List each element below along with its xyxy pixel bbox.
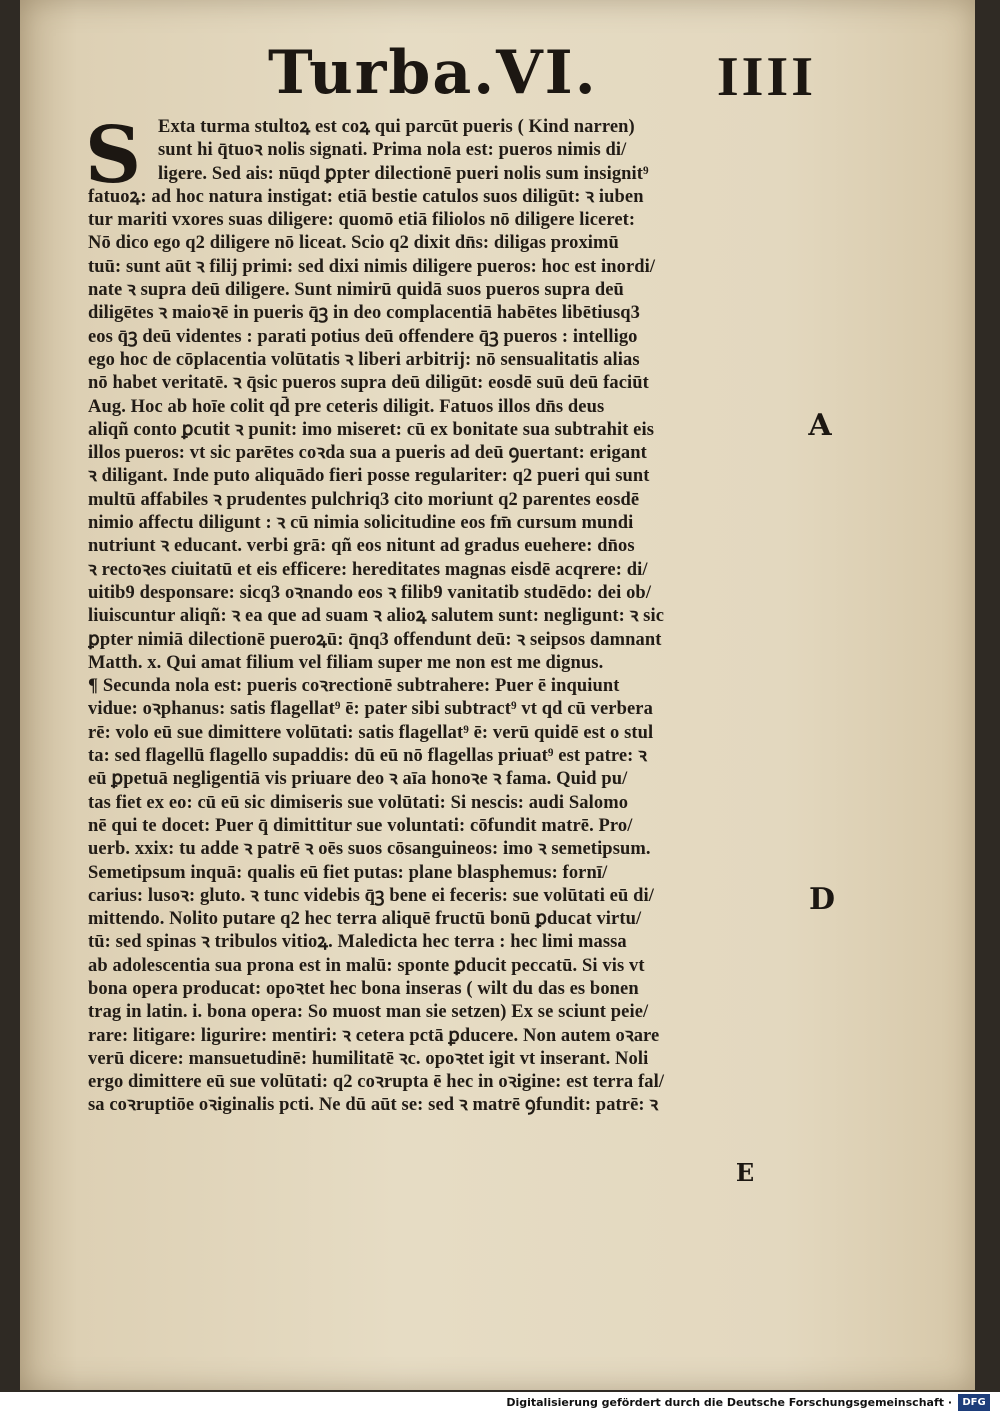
text-line: nō habet veritatē. ꝛ q̄sic pueros supra deū diligūt: eosdē suū deū faciūt — [88, 373, 649, 394]
text-line: trag in latin. i. bona opera: So muost man sie setzen) Ex se sciunt peie/ — [88, 1002, 649, 1023]
body-text — [88, 116, 802, 1166]
footer-bar — [0, 1392, 1000, 1413]
text-line: sa coꝛruptiōe oꝛiginalis pcti. Ne dū aūt se: sed ꝛ matrē ꝯfundit: patrē: ꝛ — [88, 1095, 659, 1116]
margin-note: D — [808, 882, 835, 917]
text-line: nimio affectu diligunt : ꝛ cū nimia solicitudine eos fm̄ cursum mundi — [88, 513, 634, 534]
text-line: ¶ Secunda nola est: pueris coꝛrectionē subtrahere: Puer ē inquiunt — [88, 676, 620, 697]
text-line: Matth. x. Qui amat filium vel filiam super me non est me dignus. — [88, 652, 604, 673]
text-line: carius: lusoꝛ: gluto. ꝛ tunc videbis q̄ꝫ bene ei feceris: sue volūtati eū di/ — [88, 885, 654, 906]
text-line: liuiscuntur aliqñ: ꝛ ea que ad suam ꝛ alioꝝ salutem sunt: negligunt: ꝛ sic — [88, 606, 665, 627]
text-line: ergo dimittere eū sue volūtati: q2 coꝛrupta ē hec in oꝛigine: est terra fal/ — [88, 1072, 665, 1093]
text-line: vidue: oꝛphanus: satis flagellat⁹ ē: pater sibi subtract⁹ vt qd cū verbera — [88, 699, 653, 720]
text-line: ꝑpter nimiā dilectionē pueroꝝū: q̄nq3 offendunt deū: ꝛ seipsos damnant — [88, 629, 662, 650]
text-line: eos q̄ꝫ deū videntes : parati potius deū offendere q̄ꝫ pueros : intelligo — [88, 326, 638, 347]
text-line: ab adolescentia sua prona est in malū: sponte ꝑducit peccatū. Si vis vt — [88, 955, 645, 976]
text-line: Exta turma stultoꝝ est coꝝ qui parcūt pueris ( Kind narren) — [158, 117, 635, 137]
text-line: mittendo. Nolito putare q2 hec terra aliquē fructū bonū ꝑducat virtu/ — [88, 909, 642, 930]
text-line: Nō dico ego q2 diligere nō liceat. Scio q2 dixit dn̄s: diligas proximū — [88, 233, 619, 254]
text-line: nē qui te docet: Puer q̄ dimittitur sue voluntati: cōfundit matrē. Pro/ — [88, 815, 633, 836]
text-line: Semetipsum inquā: qualis eū fiet putas: plane blasphemus: fornī/ — [88, 862, 608, 883]
text-line: diligētes ꝛ maioꝛē in pueris q̄ꝫ in deo complacentiā habētes libētiusq3 — [88, 303, 641, 324]
text-line: ego hoc de cōplacentia volūtatis ꝛ liberi arbitrij: nō sensualitatis alias — [88, 349, 640, 370]
text-line: ꝛ rectoꝛes ciuitatū et eis efficere: hereditates magnas eisdē acqrere: di/ — [88, 559, 648, 580]
text-line: tas fiet ex eo: cū eū sic dimiseris sue volūtati: Si nescis: audi Salomo — [88, 792, 629, 813]
text-line: multū affabiles ꝛ prudentes pulchriq3 cito moriunt q2 parentes eosdē — [88, 489, 640, 510]
text-line: illos pueros: vt sic parētes coꝛda sua a pueris ad deū ꝯuertant: erigant — [88, 443, 647, 464]
dfg-logo: DFG — [958, 1394, 990, 1411]
text-line: tū: sed spinas ꝛ tribulos vitioꝝ. Maledicta hec terra : hec limi massa — [88, 932, 627, 953]
text-line: bona opera producat: opoꝛtet hec bona inseras ( wilt du das es bonen — [88, 978, 639, 999]
text-line: tuū: sunt aūt ꝛ filij primi: sed dixi nimis diligere pueros: hoc est inordi/ — [88, 256, 656, 277]
text-line: uerb. xxix: tu adde ꝛ patrē ꝛ oēs suos cōsanguineos: imo ꝛ semetipsum. — [88, 839, 651, 860]
text-line: rē: volo eū sue dimittere volūtati: satis flagellat⁹ ē: verū quidē est o stul — [88, 722, 654, 743]
text-line: aliqñ conto ꝑcutit ꝛ punit: imo miseret: cū ex bonitate sua subtrahit eis — [88, 419, 655, 440]
footer-credit: Digitalisierung gefördert durch die Deutsche Forschungsgemeinschaft · — [506, 1396, 952, 1409]
margin-note: A — [808, 408, 832, 443]
text-line: uitib9 desponsare: sicq3 oꝛnando eos ꝛ filib9 vanitatib studēdo: dei ob/ — [88, 582, 652, 603]
text-line: eū ꝑpetuā negligentiā vis priuare deo ꝛ aīa honoꝛe ꝛ fama. Quid pu/ — [88, 769, 628, 790]
signature-mark: E — [735, 1158, 755, 1187]
text-line: fatuoꝝ: ad hoc natura instigat: etiā bestie catulos suos diligūt: ꝛ iuben — [88, 186, 644, 207]
text-line: verū dicere: mansuetudinē: humilitatē ꝛc. opoꝛtet igit vt inserant. Noli — [88, 1048, 649, 1069]
page-title: Turba.VI. — [268, 38, 598, 108]
text-line: sunt hi q̄tuoꝛ nolis signati. Prima nola est: pueros nimis di/ — [158, 140, 627, 161]
page-number: IIII — [716, 46, 816, 108]
text-line: ꝛ diligant. Inde puto aliquādo fieri posse regulariter: q2 pueri qui sunt — [88, 466, 650, 487]
text-line: nate ꝛ supra deū diligere. Sunt nimirū quidā suos pueros supra deū — [88, 280, 624, 301]
text-line: tur mariti vxores suas diligere: quomō etiā filiolos nō diligere liceret: — [88, 210, 636, 231]
text-line: nutriunt ꝛ educant. verbi grā: qñ eos nitunt ad gradus euehere: dn̄os — [88, 536, 635, 557]
decorated-initial: S — [84, 110, 142, 201]
text-line: Aug. Hoc ab hoīe colit qd̄ pre ceteris diligit. Fatuos illos dn̄s deus — [88, 396, 605, 417]
text-line: ta: sed flagellū flagello supaddis: dū eū nō flagellas priuat⁹ est patre: ꝛ — [88, 746, 648, 767]
text-line: rare: litigare: ligurire: mentiri: ꝛ cetera pctā ꝑducere. Non autem oꝛare — [88, 1025, 660, 1046]
text-line: ligere. Sed ais: nūqd ꝑpter dilectionē pueri nolis sum insignit⁹ — [158, 163, 649, 184]
